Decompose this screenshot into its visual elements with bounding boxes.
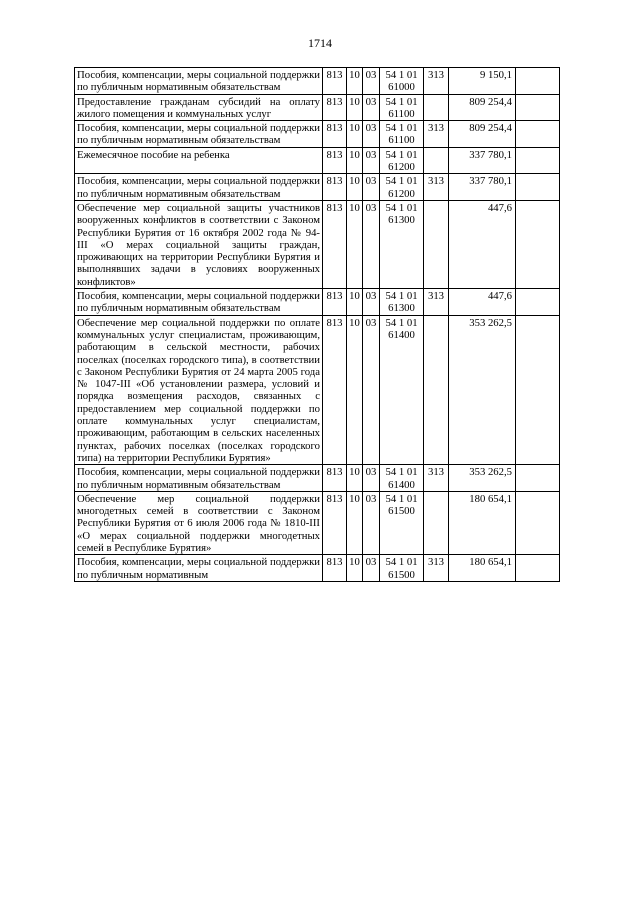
row-vr-cell: 313 [424,465,449,492]
row-cs-line-1: 54 1 01 [385,201,418,214]
row-cs-cell [380,289,424,316]
row-pr-cell: 03 [363,174,380,201]
row-pr-cell: 03 [363,315,380,465]
row-vr-cell [424,200,449,288]
row-vr-cell: 313 [424,289,449,316]
row-rz-cell: 10 [347,555,363,582]
row-cs-line-1: 54 1 01 [385,316,418,329]
row-cs-line-1: 54 1 01 [385,148,418,161]
row-cs-line-2: 61500 [388,568,415,581]
row-cs-cell [380,491,424,554]
row-sum-cell: 809 254,4 [449,94,516,121]
row-name-cell: Пособия, компенсации, меры социальной поддержки по публичным нормативным [75,555,323,582]
row-sum-cell: 353 262,5 [449,315,516,465]
table-row [75,315,560,465]
row-name-cell: Пособия, компенсации, меры социальной поддержки по публичным нормативным обязательствам [75,121,323,148]
row-name-cell: Обеспечение мер социальной поддержки по оплате коммунальных услуг специалистам, проживающим, работающим в сельской местности, рабочих поселках (поселках городского типа), в соответствии с Законом Республики Бурятия от 24 марта 2005 года № 1047-III «Об установлении размера, условий и порядка возмещения расходов, связанных с предоставлением мер социальной поддержки по оплате коммунальных услуг специалистам, проживающим, работающим в сельских населенных пунктах, рабочих поселках (поселках городского типа) на территории Республики Бурятия» [75,315,323,465]
row-gr-cell: 813 [323,94,347,121]
row-rz-cell: 10 [347,147,363,174]
row-sum-cell: 9 150,1 [449,68,516,95]
row-cs-line-1: 54 1 01 [385,290,418,303]
row-cs-line-2: 61000 [388,81,415,94]
row-name-cell: Пособия, компенсации, меры социальной поддержки по публичным нормативным обязательствам [75,174,323,201]
row-pr-cell: 03 [363,200,380,288]
row-rz-cell: 10 [347,200,363,288]
row-empty-cell [516,94,560,121]
row-cs-cell [380,68,424,95]
row-name-cell: Ежемесячное пособие на ребенка [75,147,323,174]
row-cs-cell [380,94,424,121]
row-gr-cell: 813 [323,315,347,465]
row-gr-cell: 813 [323,147,347,174]
row-pr-cell: 03 [363,289,380,316]
row-cs-line-2: 61100 [388,134,415,147]
row-gr-cell: 813 [323,68,347,95]
row-rz-cell: 10 [347,68,363,95]
row-sum-cell: 447,6 [449,200,516,288]
row-sum-cell: 809 254,4 [449,121,516,148]
row-empty-cell [516,200,560,288]
row-rz-cell: 10 [347,174,363,201]
row-pr-cell: 03 [363,555,380,582]
budget-table [74,67,560,582]
row-gr-cell: 813 [323,465,347,492]
row-name-cell: Пособия, компенсации, меры социальной поддержки по публичным нормативным обязательствам [75,465,323,492]
row-vr-cell [424,147,449,174]
row-cs-line-2: 61300 [388,302,415,315]
row-cs-line-1: 54 1 01 [385,466,418,479]
row-gr-cell: 813 [323,121,347,148]
row-cs-line-2: 61200 [388,187,415,200]
row-empty-cell [516,315,560,465]
row-rz-cell: 10 [347,491,363,554]
row-sum-cell: 337 780,1 [449,147,516,174]
row-cs-line-2: 61400 [388,478,415,491]
table-row [75,174,560,201]
row-cs-line-2: 61300 [388,214,415,227]
row-pr-cell: 03 [363,68,380,95]
row-cs-line-1: 54 1 01 [385,95,418,108]
row-pr-cell: 03 [363,465,380,492]
row-rz-cell: 10 [347,465,363,492]
row-pr-cell: 03 [363,121,380,148]
row-name-cell: Пособия, компенсации, меры социальной поддержки по публичным нормативным обязательствам [75,289,323,316]
row-cs-cell [380,174,424,201]
row-cs-line-2: 61200 [388,161,415,174]
table-row [75,121,560,148]
row-sum-cell: 337 780,1 [449,174,516,201]
row-vr-cell [424,491,449,554]
row-name-cell: Обеспечение мер социальной защиты участников вооруженных конфликтов в соответствии с Законом Республики Бурятия от 16 октября 2002 года № 94-III «О мерах социальной защиты граждан, проживающих на территории Республики Бурятия и выполнявших задачи в условиях вооруженных конфликтов» [75,200,323,288]
table-row [75,94,560,121]
row-cs-line-2: 61400 [388,328,415,341]
row-vr-cell [424,94,449,121]
row-cs-line-1: 54 1 01 [385,69,418,81]
row-gr-cell: 813 [323,491,347,554]
budget-table-body [75,68,560,582]
row-cs-cell [380,200,424,288]
row-pr-cell: 03 [363,94,380,121]
table-row [75,555,560,582]
budget-table-wrapper [74,67,559,582]
table-row [75,68,560,95]
row-gr-cell: 813 [323,174,347,201]
row-cs-line-1: 54 1 01 [385,492,418,505]
row-cs-cell [380,465,424,492]
row-empty-cell [516,491,560,554]
page-number: 1714 [308,36,332,50]
row-name-cell: Пособия, компенсации, меры социальной поддержки по публичным нормативным обязательствам [75,68,323,95]
row-name-cell: Обеспечение мер социальной поддержки многодетных семей в соответствии с Законом Республики Бурятия от 6 июля 2006 года № 1810-III «О мерах социальной поддержки многодетных семей в Республике Бурятия» [75,491,323,554]
row-vr-cell: 313 [424,555,449,582]
row-cs-line-2: 61100 [388,107,415,120]
row-cs-line-1: 54 1 01 [385,556,418,569]
row-gr-cell: 813 [323,200,347,288]
row-empty-cell [516,465,560,492]
table-row [75,200,560,288]
row-rz-cell: 10 [347,121,363,148]
table-row [75,491,560,554]
row-vr-cell: 313 [424,174,449,201]
row-vr-cell: 313 [424,68,449,95]
row-rz-cell: 10 [347,94,363,121]
row-cs-cell [380,555,424,582]
row-cs-line-1: 54 1 01 [385,175,418,188]
row-name-cell: Предоставление гражданам субсидий на оплату жилого помещения и коммунальных услуг [75,94,323,121]
row-rz-cell: 10 [347,289,363,316]
table-row [75,147,560,174]
row-cs-cell [380,315,424,465]
row-empty-cell [516,289,560,316]
row-sum-cell: 353 262,5 [449,465,516,492]
row-cs-cell [380,121,424,148]
row-vr-cell: 313 [424,121,449,148]
row-gr-cell: 813 [323,289,347,316]
row-cs-cell [380,147,424,174]
row-gr-cell: 813 [323,555,347,582]
table-row [75,465,560,492]
row-cs-line-1: 54 1 01 [385,122,418,135]
row-sum-cell: 447,6 [449,289,516,316]
row-vr-cell [424,315,449,465]
row-empty-cell [516,121,560,148]
row-sum-cell: 180 654,1 [449,555,516,582]
table-row [75,289,560,316]
row-pr-cell: 03 [363,147,380,174]
row-sum-cell: 180 654,1 [449,491,516,554]
row-cs-line-2: 61500 [388,505,415,518]
row-empty-cell [516,174,560,201]
row-empty-cell [516,68,560,95]
row-rz-cell: 10 [347,315,363,465]
row-empty-cell [516,555,560,582]
row-empty-cell [516,147,560,174]
row-pr-cell: 03 [363,491,380,554]
